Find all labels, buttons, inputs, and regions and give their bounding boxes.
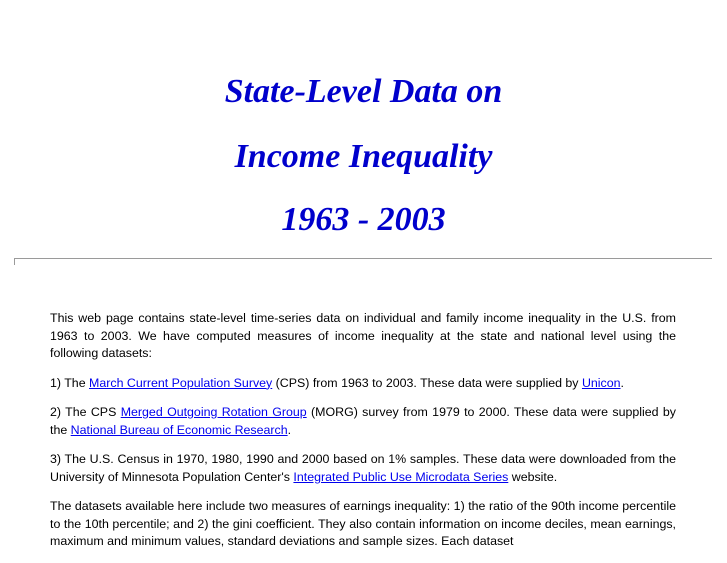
title-line-1: State-Level Data on	[224, 73, 503, 110]
datasets-description-paragraph: The datasets available here include two measures of earnings inequality: 1) the ratio of the 90th income percentile to the 10th percentile; and 2) the gini coefficient. They also contain information on income deciles, mean earnings, maximum and minimum values, standard deviations and sample sizes. Each dataset	[50, 499, 676, 548]
item1-suffix: .	[620, 375, 624, 390]
item3-prefix: 3) The U.S. Census in 1970, 1980, 1990 and 2000 based on 1% samples. These data were downloaded from the University of Minnesota Population Center's	[50, 452, 676, 484]
ipums-link[interactable]: Integrated Public Use Microdata Series	[293, 469, 509, 484]
dataset-item-cps	[50, 375, 676, 393]
item3-suffix: website.	[508, 469, 558, 484]
item2-prefix: 2) The CPS	[50, 405, 121, 419]
nber-link[interactable]: National Bureau of Economic Research	[70, 422, 288, 437]
morg-link[interactable]: Merged Outgoing Rotation Group	[120, 405, 307, 419]
dataset-item-census	[50, 451, 676, 486]
item2-suffix: .	[287, 422, 292, 437]
march-cps-link[interactable]: March Current Population Survey	[89, 375, 273, 390]
item1-middle: (CPS) from 1963 to 2003. These data were supplied by	[272, 375, 582, 390]
unicon-link[interactable]: Unicon	[581, 375, 621, 390]
title-line-3: 1963 - 2003	[281, 201, 446, 238]
title-line-2: Income Inequality	[234, 138, 493, 175]
item2-middle: (MORG) survey from 1979 to 2000. These data were supplied by the	[50, 405, 677, 437]
horizontal-divider	[14, 258, 712, 265]
item1-prefix: 1) The	[50, 375, 90, 390]
dataset-item-morg	[50, 404, 676, 439]
intro-paragraph: This web page contains state-level time-series data on individual and family income inequality in the U.S. from 1963 to 2003. We have computed measures of income inequality at the state and national level using the following datasets:	[50, 311, 676, 360]
main-content	[50, 310, 676, 563]
